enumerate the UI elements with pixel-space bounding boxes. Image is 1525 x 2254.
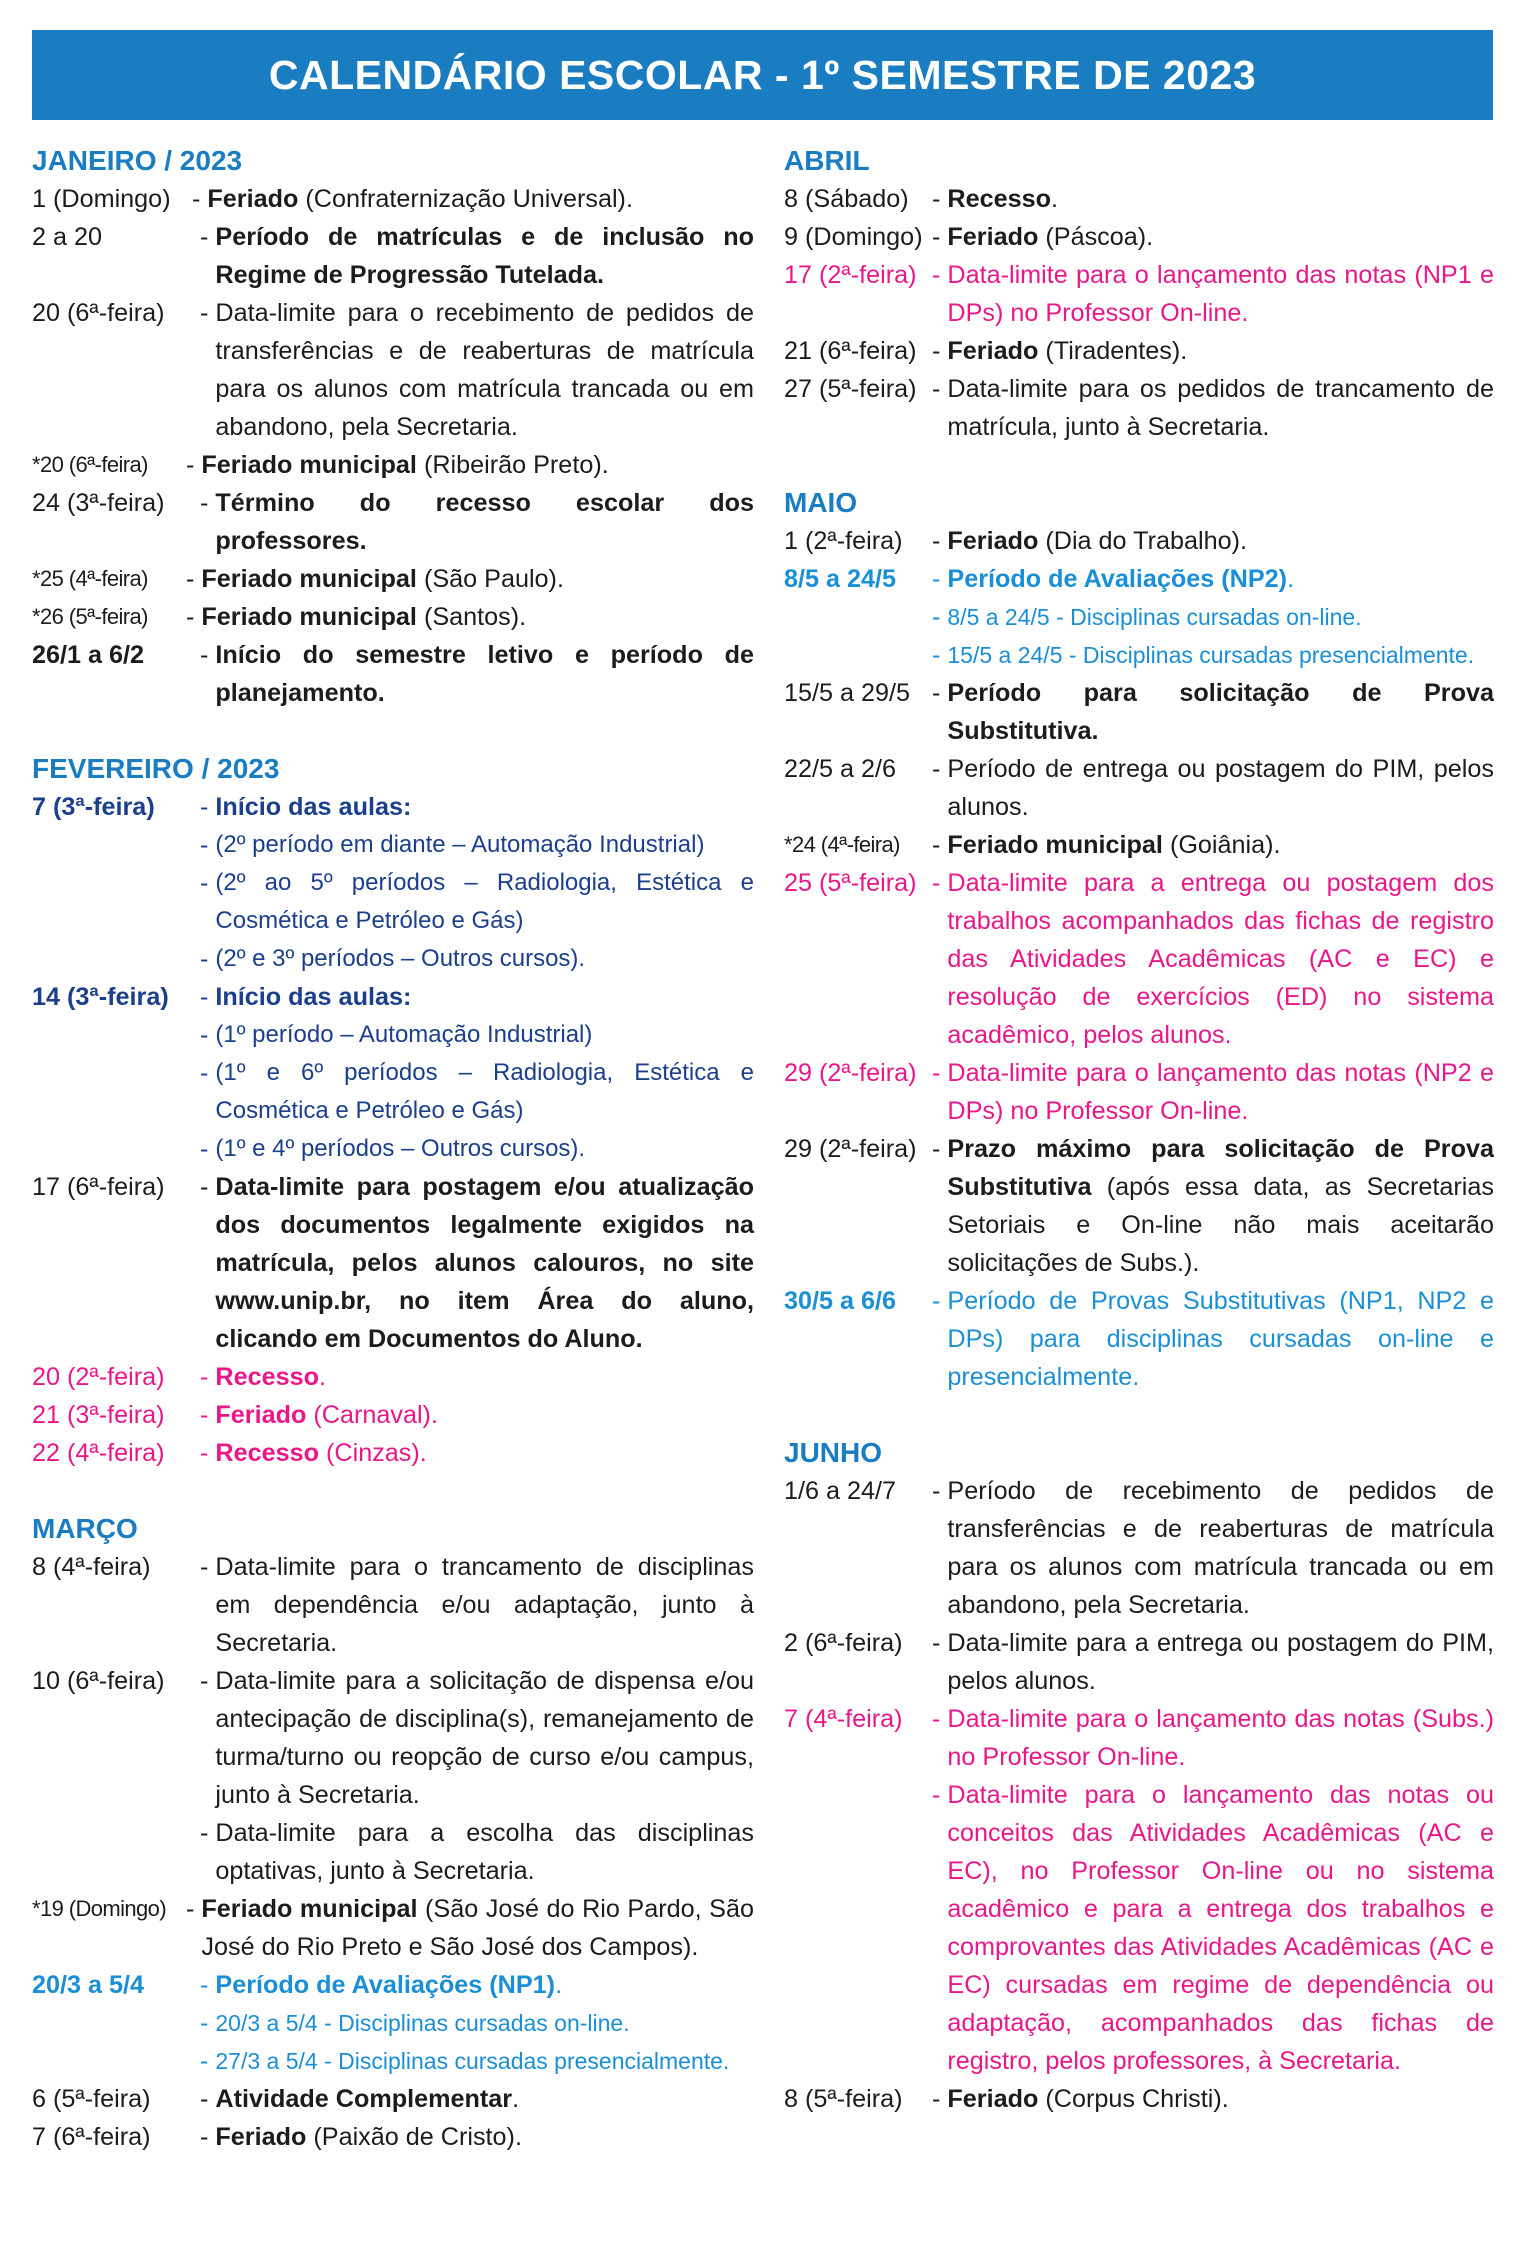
entry-text <box>201 446 754 484</box>
entry-dash: - <box>932 1705 941 1733</box>
entry-label: Período para solicitação de Prova Substitutiva. <box>947 679 1494 745</box>
entry-description: Data-limite para o lançamento das notas ou conceitos das Atividades Acadêmicas (AC e EC), no Professor On-line ou no sistema acadêmico e para a entrega dos trabalhos e comprovantes das Atividades Acadêmicas (AC e EC) cursadas em regime de dependência ou adaptação, acompanhados das fichas de registro, pelos professores, à Secretaria. <box>947 1781 1494 2075</box>
entry-dash: - <box>932 755 941 783</box>
entry-description: . <box>1287 565 1295 593</box>
entry-label: Período de Avaliações (NP2) <box>947 565 1288 593</box>
entry-text <box>215 864 754 940</box>
entry-dash: - <box>200 831 209 859</box>
left-column <box>32 142 754 2156</box>
entry-dash: - <box>932 527 941 555</box>
calendar-entry <box>784 598 1494 636</box>
entry-label: Atividade Complementar <box>215 2085 513 2113</box>
entry-dash: - <box>200 1401 209 1429</box>
entry-dash: - <box>200 2123 209 2151</box>
entry-dash: - <box>932 679 941 707</box>
entry-label: Período de matrículas e de inclusão no Regime de Progressão Tutelada. <box>215 223 754 289</box>
entry-text <box>215 2080 754 2118</box>
entry-description: (2º e 3º períodos – Outros cursos). <box>215 945 586 972</box>
entry-text <box>947 674 1494 750</box>
calendar-entry <box>784 1472 1494 1624</box>
entry-date: 17 (2ª-feira) <box>784 261 917 289</box>
entry-date: *20 (6ª-feira) <box>32 452 148 477</box>
entry-dash: - <box>186 565 195 593</box>
month-heading: MARÇO <box>32 1513 138 1544</box>
entry-date: 10 (6ª-feira) <box>32 1667 165 1695</box>
calendar-entry <box>32 1358 754 1396</box>
calendar-entry <box>32 218 754 294</box>
entry-description: . <box>319 1363 327 1391</box>
entry-dash: - <box>200 793 209 821</box>
entry-date: 7 (4ª-feira) <box>784 1705 903 1733</box>
entry-label: Feriado <box>947 527 1039 555</box>
entry-text <box>215 1054 754 1130</box>
entry-description: (após essa data, as Secretarias Setoriais e On-line não mais aceitarão solicitações de Subs.). <box>947 1173 1494 1277</box>
calendar-entry <box>32 864 754 940</box>
entry-date: 27 (5ª-feira) <box>784 375 917 403</box>
entry-description: . <box>555 1971 563 1999</box>
entry-description: (Paixão de Cristo). <box>313 2123 522 2151</box>
entry-label: Recesso <box>215 1363 320 1391</box>
entry-date: 29 (2ª-feira) <box>784 1135 917 1163</box>
entry-label: Feriado municipal <box>201 565 417 593</box>
calendar-entry <box>784 1624 1494 1700</box>
entry-date: 26/1 a 6/2 <box>32 641 145 669</box>
entry-dash: - <box>186 603 195 631</box>
entry-text <box>215 788 754 826</box>
entry-label: Feriado <box>215 2123 307 2151</box>
calendar-entry <box>784 674 1494 750</box>
entry-label: Recesso <box>215 1439 320 1467</box>
entry-text <box>947 1776 1494 2080</box>
calendar-entry <box>784 1776 1494 2080</box>
entry-date: *26 (5ª-feira) <box>32 604 148 629</box>
entry-description: Data-limite para o lançamento das notas (NP1 e DPs) no Professor On-line. <box>947 261 1494 327</box>
entry-date: 22/5 a 2/6 <box>784 755 897 783</box>
entry-text <box>215 1168 754 1358</box>
calendar-entry <box>784 864 1494 1054</box>
entry-label: Recesso <box>947 185 1052 213</box>
entry-text <box>947 370 1494 446</box>
entry-date: 24 (3ª-feira) <box>32 489 165 517</box>
entry-description: (Corpus Christi). <box>1045 2085 1229 2113</box>
entry-label: Feriado <box>947 223 1039 251</box>
entry-text <box>947 2080 1494 2118</box>
entry-description: (São José do Rio Pardo, São José do Rio Preto e São José dos Campos). <box>201 1895 754 1961</box>
entry-label: Término do recesso escolar dos professores. <box>215 489 754 555</box>
calendar-entry <box>784 2080 1494 2118</box>
calendar-entry <box>32 788 754 826</box>
entry-dash: - <box>192 185 201 213</box>
calendar-entry <box>32 2042 754 2080</box>
entry-dash: - <box>932 337 941 365</box>
entry-text <box>947 256 1494 332</box>
entry-dash: - <box>200 489 209 517</box>
entry-text <box>947 1282 1494 1396</box>
entry-date: 21 (3ª-feira) <box>32 1401 165 1429</box>
month-heading: ABRIL <box>784 145 870 176</box>
entry-text <box>947 560 1494 598</box>
calendar-entry <box>32 180 754 218</box>
entry-description: Data-limite para o lançamento das notas (NP2 e DPs) no Professor On-line. <box>947 1059 1494 1125</box>
entry-text <box>947 636 1494 674</box>
entry-date: 8 (Sábado) <box>784 185 909 213</box>
entry-text <box>215 2004 754 2042</box>
entry-dash: - <box>200 869 209 897</box>
entry-text <box>947 1700 1494 1776</box>
entry-dash: - <box>932 223 941 251</box>
month-heading: MAIO <box>784 487 858 518</box>
calendar-entry <box>32 560 754 598</box>
entry-description: (1º período – Automação Industrial) <box>215 1021 593 1048</box>
entry-date: 1 (Domingo) <box>32 185 171 213</box>
entry-description: 27/3 a 5/4 - Disciplinas cursadas presencialmente. <box>215 2048 730 2074</box>
entry-dash: - <box>200 2085 209 2113</box>
entry-date: 14 (3ª-feira) <box>32 983 169 1011</box>
entry-text <box>215 1966 754 2004</box>
entry-description: (Páscoa). <box>1045 223 1154 251</box>
entry-label: Feriado <box>207 185 299 213</box>
entry-date: 2 (6ª-feira) <box>784 1629 903 1657</box>
calendar-entry <box>32 484 754 560</box>
entry-text <box>207 180 754 218</box>
calendar-entry <box>32 446 754 484</box>
calendar-entry <box>32 1130 754 1168</box>
calendar-entry <box>32 1548 754 1662</box>
entry-dash: - <box>932 375 941 403</box>
entry-date: 9 (Domingo) <box>784 223 923 251</box>
entry-text <box>215 1016 754 1054</box>
entry-description: Período de recebimento de pedidos de transferências e de reaberturas de matrícula para os alunos com matrícula trancada ou em abandono, pela Secretaria. <box>947 1477 1494 1619</box>
entry-dash: - <box>932 565 941 593</box>
calendar-entry <box>784 1054 1494 1130</box>
entry-text <box>215 484 754 560</box>
entry-date: 15/5 a 29/5 <box>784 679 911 707</box>
page-title: CALENDÁRIO ESCOLAR - 1º SEMESTRE DE 2023 <box>268 51 1257 98</box>
entry-dash: - <box>200 945 209 973</box>
calendar-entry <box>784 218 1494 256</box>
entry-date: 7 (3ª-feira) <box>32 793 155 821</box>
entry-text <box>947 1472 1494 1624</box>
entry-label: Feriado municipal <box>201 1895 418 1923</box>
entry-date: 7 (6ª-feira) <box>32 2123 151 2151</box>
calendar-entry <box>32 1814 754 1890</box>
entry-text <box>215 2042 754 2080</box>
entry-description: (Santos). <box>423 603 527 631</box>
entry-text <box>201 598 754 636</box>
entry-label: Início das aulas: <box>215 983 412 1011</box>
entry-description: 8/5 a 24/5 - Disciplinas cursadas on-line. <box>947 604 1362 630</box>
entry-dash: - <box>932 869 941 897</box>
entry-description: Data-limite para o trancamento de disciplinas em dependência e/ou adaptação, junto à Secretaria. <box>215 1553 754 1657</box>
entry-description: Data-limite para a entrega ou postagem dos trabalhos acompanhados das fichas de registro das Atividades Acadêmicas (AC e EC) e resolução de exercícios (ED) no sistema acadêmico, pelos alunos. <box>947 869 1494 1049</box>
entry-dash: - <box>200 1971 209 1999</box>
calendar-entry <box>32 1054 754 1130</box>
entry-description: Data-limite para o lançamento das notas (Subs.) no Professor On-line. <box>947 1705 1494 1771</box>
entry-text <box>215 1130 754 1168</box>
calendar-entry <box>784 826 1494 864</box>
calendar-entry <box>32 940 754 978</box>
entry-dash: - <box>932 1629 941 1657</box>
entry-dash: - <box>200 1553 209 1581</box>
entry-dash: - <box>200 299 209 327</box>
entry-date: 22 (4ª-feira) <box>32 1439 165 1467</box>
entry-date: 1/6 a 24/7 <box>784 1477 897 1505</box>
entry-date: *19 (Domingo) <box>32 1896 167 1921</box>
entry-text <box>947 598 1494 636</box>
entry-description: Data-limite para o recebimento de pedidos de transferências e de reaberturas de matrícula para os alunos com matrícula trancada ou em abandono, pela Secretaria. <box>215 299 754 441</box>
calendar-entry <box>784 750 1494 826</box>
entry-label: Feriado municipal <box>201 451 417 479</box>
entry-label: Data-limite para postagem e/ou atualização dos documentos legalmente exigidos na matrícula, pelos alunos calouros, no site www.unip.br, no item Área do aluno, clicando em Documentos do Aluno. <box>215 1173 754 1353</box>
entry-text <box>215 1814 754 1890</box>
calendar-entry <box>32 978 754 1016</box>
calendar-entry <box>32 1966 754 2004</box>
entry-dash: - <box>200 1135 209 1163</box>
calendar-entry <box>784 1700 1494 1776</box>
entry-description: . <box>512 2085 520 2113</box>
calendar-entry <box>32 598 754 636</box>
entry-text <box>215 826 754 864</box>
entry-dash: - <box>932 831 941 859</box>
entry-dash: - <box>200 641 209 669</box>
month-heading: JUNHO <box>784 1437 883 1468</box>
calendar-title-banner <box>32 30 1493 120</box>
entry-dash: - <box>200 1173 209 1201</box>
entry-date: 20 (6ª-feira) <box>32 299 165 327</box>
calendar-entry <box>32 2080 754 2118</box>
entry-description: (1º e 4º períodos – Outros cursos). <box>215 1135 586 1162</box>
calendar-entry <box>784 522 1494 560</box>
entry-dash: - <box>200 2047 209 2075</box>
entry-text <box>947 332 1494 370</box>
entry-description: Data-limite para a solicitação de dispensa e/ou antecipação de disciplina(s), remanejamento de turma/turno ou reopção de curso e/ou campus, junto à Secretaria. <box>215 1667 754 1809</box>
right-column <box>784 142 1494 2118</box>
calendar-entry <box>32 1890 754 1966</box>
calendar-entry <box>32 1396 754 1434</box>
entry-text <box>215 1358 754 1396</box>
calendar-entry <box>32 636 754 712</box>
calendar-entry <box>32 294 754 446</box>
entry-text <box>215 940 754 978</box>
entry-description: (Ribeirão Preto). <box>423 451 609 479</box>
entry-date: 6 (5ª-feira) <box>32 2085 151 2113</box>
entry-description: (Tiradentes). <box>1045 337 1188 365</box>
entry-description: (São Paulo). <box>423 565 564 593</box>
entry-dash: - <box>186 451 195 479</box>
entry-description: (Dia do Trabalho). <box>1045 527 1247 555</box>
entry-date: *25 (4ª-feira) <box>32 566 148 591</box>
calendar-entry <box>784 1130 1494 1282</box>
entry-description: 15/5 a 24/5 - Disciplinas cursadas presencialmente. <box>947 642 1475 668</box>
calendar-entry <box>32 1168 754 1358</box>
entry-dash: - <box>200 1059 209 1087</box>
calendar-entry <box>32 1016 754 1054</box>
entry-description: Período de entrega ou postagem do PIM, pelos alunos. <box>947 755 1494 821</box>
entry-text <box>947 1130 1494 1282</box>
entry-description: (Carnaval). <box>313 1401 438 1429</box>
entry-date: 21 (6ª-feira) <box>784 337 917 365</box>
entry-date: 2 a 20 <box>32 223 103 251</box>
calendar-entry <box>784 180 1494 218</box>
entry-text <box>947 1624 1494 1700</box>
entry-dash: - <box>186 1895 195 1923</box>
entry-label: Período de Avaliações (NP1) <box>215 1971 556 1999</box>
entry-text <box>947 522 1494 560</box>
entry-description: Data-limite para a escolha das disciplinas optativas, junto à Secretaria. <box>215 1819 754 1885</box>
entry-text <box>215 218 754 294</box>
entry-date: 20 (2ª-feira) <box>32 1363 165 1391</box>
entry-dash: - <box>932 603 941 631</box>
entry-dash: - <box>200 2009 209 2037</box>
calendar-entry <box>784 256 1494 332</box>
entry-description: (1º e 6º períodos – Radiologia, Estética e Cosmética e Petróleo e Gás) <box>215 1059 754 1124</box>
entry-text <box>215 1662 754 1814</box>
entry-dash: - <box>200 1667 209 1695</box>
entry-date: 8/5 a 24/5 <box>784 565 897 593</box>
entry-description: (Cinzas). <box>326 1439 427 1467</box>
entry-description: (Goiânia). <box>1169 831 1281 859</box>
month-heading: JANEIRO / 2023 <box>32 145 243 176</box>
entry-dash: - <box>932 261 941 289</box>
calendar-entry <box>784 332 1494 370</box>
entry-dash: - <box>200 223 209 251</box>
entry-label: Início das aulas: <box>215 793 412 821</box>
entry-description: (2º período em diante – Automação Industrial) <box>215 831 705 858</box>
calendar-entry <box>32 2118 754 2156</box>
entry-dash: - <box>932 1059 941 1087</box>
entry-date: 25 (5ª-feira) <box>784 869 917 897</box>
entry-date: 29 (2ª-feira) <box>784 1059 917 1087</box>
entry-description: Data-limite para os pedidos de trancamento de matrícula, junto à Secretaria. <box>947 375 1494 441</box>
entry-description: Período de Provas Substitutivas (NP1, NP2 e DPs) para disciplinas cursadas on-line e presencialmente. <box>947 1287 1494 1391</box>
entry-text <box>215 1434 754 1472</box>
entry-dash: - <box>200 1021 209 1049</box>
entry-dash: - <box>200 983 209 1011</box>
calendar-entry <box>784 1282 1494 1396</box>
entry-text <box>215 1396 754 1434</box>
entry-dash: - <box>200 1363 209 1391</box>
entry-label: Feriado <box>947 2085 1039 2113</box>
entry-description: (2º ao 5º períodos – Radiologia, Estética e Cosmética e Petróleo e Gás) <box>215 869 754 934</box>
entry-text <box>947 864 1494 1054</box>
entry-text <box>947 826 1494 864</box>
entry-date: 8 (5ª-feira) <box>784 2085 903 2113</box>
entry-label: Feriado <box>947 337 1039 365</box>
calendar-entry <box>32 826 754 864</box>
entry-text <box>201 560 754 598</box>
entry-text <box>947 180 1494 218</box>
entry-date: 30/5 a 6/6 <box>784 1287 897 1315</box>
calendar-entry <box>784 560 1494 598</box>
entry-description: 20/3 a 5/4 - Disciplinas cursadas on-line. <box>215 2010 630 2036</box>
entry-date: 17 (6ª-feira) <box>32 1173 165 1201</box>
entry-description: Data-limite para a entrega ou postagem do PIM, pelos alunos. <box>947 1629 1494 1695</box>
entry-dash: - <box>932 2085 941 2113</box>
entry-dash: - <box>932 1477 941 1505</box>
entry-text <box>947 750 1494 826</box>
entry-date: 1 (2ª-feira) <box>784 527 903 555</box>
entry-dash: - <box>200 1819 209 1847</box>
entry-text <box>215 2118 754 2156</box>
entry-date: 20/3 a 5/4 <box>32 1971 145 1999</box>
entry-label: Feriado municipal <box>947 831 1163 859</box>
entry-dash: - <box>932 1287 941 1315</box>
entry-text <box>947 218 1494 256</box>
entry-text <box>215 636 754 712</box>
calendar-entry <box>32 1662 754 1814</box>
entry-description: (Confraternização Universal). <box>305 185 633 213</box>
entry-text <box>201 1890 754 1966</box>
entry-text <box>215 978 754 1016</box>
calendar-entry <box>784 636 1494 674</box>
calendar-entry <box>32 1434 754 1472</box>
month-heading: FEVEREIRO / 2023 <box>32 753 280 784</box>
entry-dash: - <box>932 1135 941 1163</box>
calendar-entry <box>784 370 1494 446</box>
entry-dash: - <box>932 185 941 213</box>
entry-date: 8 (4ª-feira) <box>32 1553 151 1581</box>
entry-dash: - <box>932 641 941 669</box>
entry-text <box>947 1054 1494 1130</box>
calendar-entry <box>32 2004 754 2042</box>
entry-dash: - <box>932 1781 941 1809</box>
entry-description: . <box>1051 185 1059 213</box>
entry-dash: - <box>200 1439 209 1467</box>
entry-date: *24 (4ª-feira) <box>784 832 900 857</box>
entry-label: Feriado municipal <box>201 603 417 631</box>
entry-label: Prazo máximo para solicitação de Prova Substitutiva <box>947 1135 1494 1201</box>
entry-label: Feriado <box>215 1401 307 1429</box>
entry-text <box>215 294 754 446</box>
entry-label: Início do semestre letivo e período de planejamento. <box>215 641 754 707</box>
entry-text <box>215 1548 754 1662</box>
